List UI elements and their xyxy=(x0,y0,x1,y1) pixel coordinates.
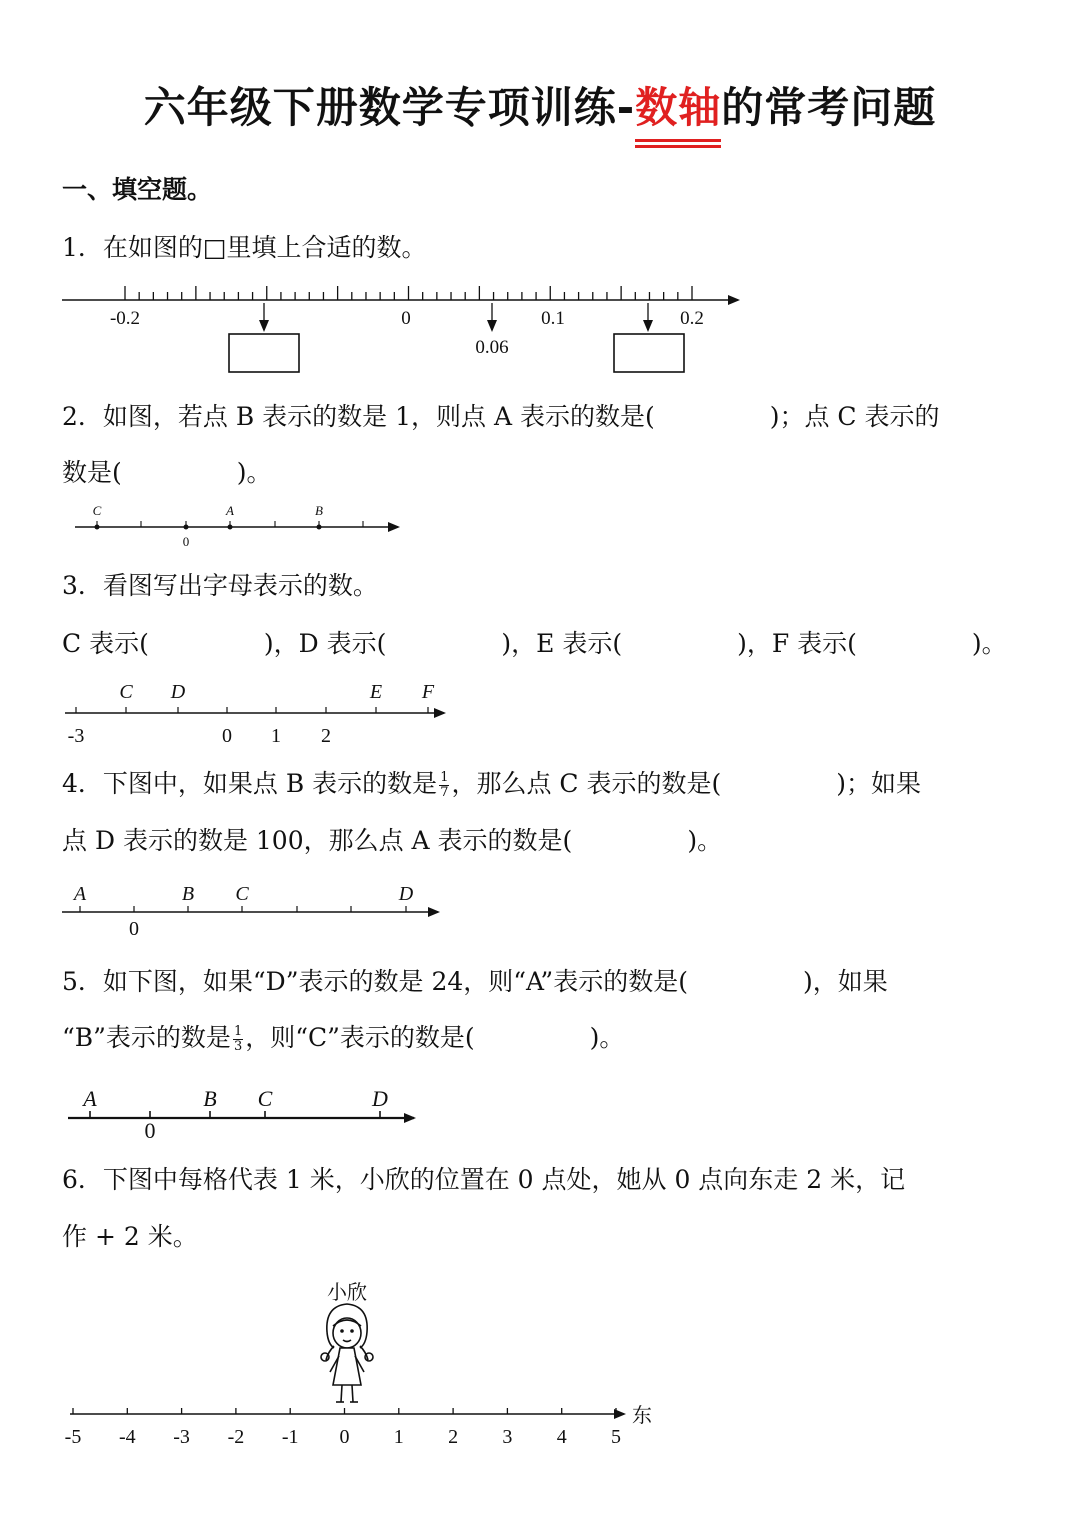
tick-label: -4 xyxy=(118,1426,136,1448)
point-b xyxy=(317,525,322,530)
tick-label: -5 xyxy=(64,1426,82,1448)
q6-line2: 作 + 2 米。 xyxy=(62,1222,198,1251)
east-label: 东 xyxy=(632,1405,652,1427)
girl-illustration-icon xyxy=(321,1304,373,1402)
point-label: C xyxy=(92,503,102,518)
q2-line1-a: 2．如图，若点 B 表示的数是 1，则点 A 表示的数是( xyxy=(62,402,655,431)
tick-label: 0 xyxy=(222,725,232,747)
q3-f-a: F 表示( xyxy=(771,629,857,658)
tick-label: -0.2 xyxy=(109,308,141,329)
q3-c-b: )， xyxy=(263,629,299,658)
q3-e-a: E 表示( xyxy=(536,629,623,658)
q3-d-b: )， xyxy=(501,629,537,658)
q5-number-line xyxy=(68,1086,414,1143)
tick-label: -3 xyxy=(67,725,85,747)
point-label: C xyxy=(235,883,249,905)
point-label: E xyxy=(369,681,383,703)
point-label: B xyxy=(203,1086,217,1111)
title-suffix: 的常考问题 xyxy=(721,83,937,132)
q3-c-a: C 表示( xyxy=(62,629,149,658)
q3-f-b: )。 xyxy=(971,629,1007,658)
tick-label: -1 xyxy=(281,1426,299,1448)
title-highlight-text: 数轴 xyxy=(635,83,722,132)
answer-box[interactable] xyxy=(614,334,684,372)
q1-text: 1．在如图的□里填上合适的数。 xyxy=(62,233,427,262)
tick-label: -3 xyxy=(173,1426,190,1448)
point-label: F xyxy=(421,681,435,703)
point-label: B xyxy=(181,883,195,905)
q5-line2-c: )。 xyxy=(589,1023,625,1052)
tick-label: 0 xyxy=(129,918,139,940)
fraction-numerator: 1 xyxy=(440,770,449,785)
tick-label: 4 xyxy=(556,1426,567,1448)
answer-box[interactable] xyxy=(229,334,299,372)
tick-label: 1 xyxy=(393,1426,404,1448)
point-zero xyxy=(184,525,189,530)
tick-label: 0 xyxy=(339,1426,350,1448)
q3-d-a: D 表示( xyxy=(298,629,387,658)
tick-label: 0 xyxy=(401,308,411,329)
girl-name-label: 小欣 xyxy=(327,1282,367,1304)
point-label: B xyxy=(315,503,323,518)
tick-label: 2 xyxy=(321,725,331,747)
point-label: D xyxy=(170,681,186,703)
q4-number-line xyxy=(62,883,438,940)
point-label: A xyxy=(73,883,87,905)
point-label: D xyxy=(398,883,414,905)
tick-label: 0.1 xyxy=(541,308,565,329)
q1-number-line xyxy=(62,286,738,372)
q2-number-line xyxy=(75,503,398,549)
q3-e-b: )， xyxy=(737,629,772,658)
q3-number-line xyxy=(65,681,444,747)
point-label: C xyxy=(257,1086,273,1111)
point-a xyxy=(228,525,233,530)
q6-number-line xyxy=(65,1281,652,1448)
fraction-denominator: 3 xyxy=(233,1039,243,1054)
q5-line1-b: )，如果 xyxy=(802,967,888,996)
q6-line1: 6．下图中每格代表 1 米，小欣的位置在 0 点处，她从 0 点向东走 2 米，记 xyxy=(62,1165,906,1194)
tick-label: -2 xyxy=(227,1426,245,1448)
q5-line1-a: 5．如下图，如果“D”表示的数是 24，则“A”表示的数是( xyxy=(62,967,688,996)
tick-label: 0 xyxy=(182,534,190,549)
tick-label: 0.2 xyxy=(680,308,704,329)
point-label: A xyxy=(226,503,234,518)
tick-label: 3 xyxy=(502,1426,513,1448)
tick-label: 0.06 xyxy=(475,337,509,358)
q2-line2-b: )。 xyxy=(236,458,272,487)
q2-line2-a: 数是( xyxy=(62,458,122,487)
q4-line2-a: 点 D 表示的数是 100，那么点 A 表示的数是( xyxy=(62,826,573,855)
tick-label: 2 xyxy=(448,1426,459,1448)
title-prefix: 六年级下册数学专项训练- xyxy=(143,83,636,132)
q5-line2-a: “B”表示的数是 xyxy=(62,1023,231,1052)
point-label: C xyxy=(119,681,133,703)
section-heading: 一、填空题。 xyxy=(62,175,213,204)
fraction-denominator: 7 xyxy=(440,785,449,800)
q4-line1-a: 4．下图中，如果点 B 表示的数是 xyxy=(62,769,438,798)
q4-line1-b: ，那么点 C 表示的数是( xyxy=(451,769,722,798)
q4-line1-c: )；如果 xyxy=(836,769,922,798)
q3-text: 3．看图写出字母表示的数。 xyxy=(62,571,378,600)
q4-line2-b: )。 xyxy=(687,826,723,855)
tick-label: 1 xyxy=(271,725,281,747)
point-c xyxy=(95,525,100,530)
q5-line2-b: ，则“C”表示的数是( xyxy=(245,1023,475,1052)
tick-label: 5 xyxy=(611,1426,621,1448)
q2-line1-b: )；点 C 表示的 xyxy=(769,402,940,431)
point-label: A xyxy=(83,1086,97,1111)
tick-label: 0 xyxy=(144,1118,156,1143)
point-label: D xyxy=(372,1086,388,1111)
fraction-numerator: 1 xyxy=(233,1024,243,1039)
